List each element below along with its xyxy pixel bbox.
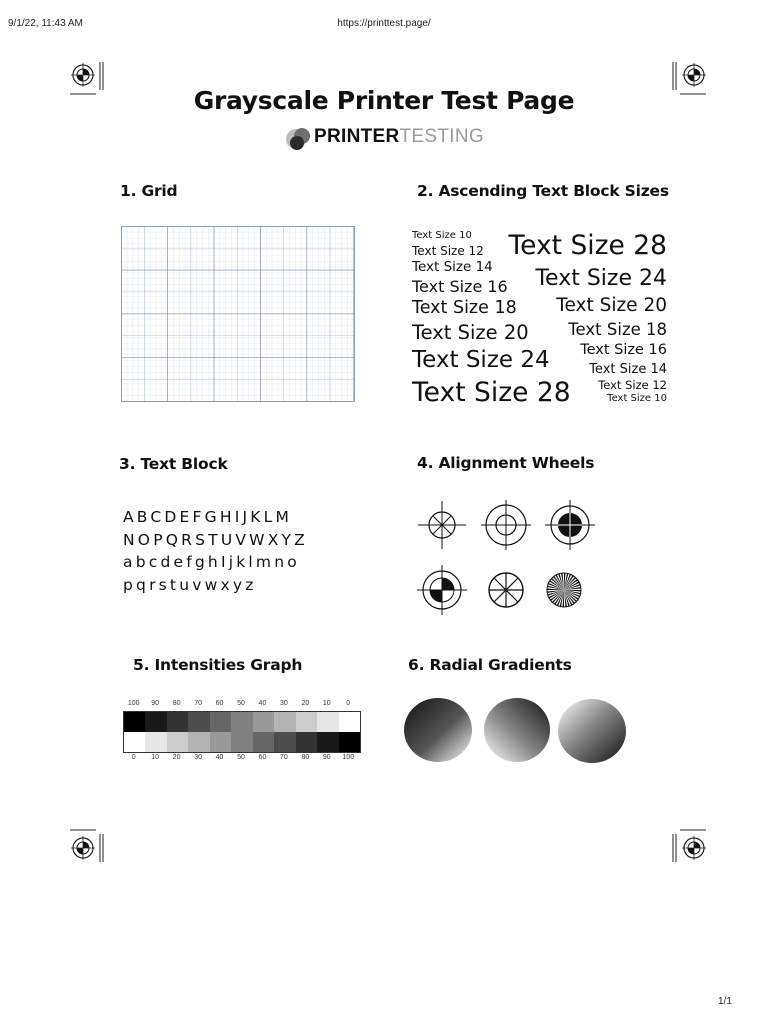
intensity-swatch-bottom [274,732,295,752]
radial-gradients [402,694,634,770]
ascending-left-14: Text Size 14 [412,259,493,275]
radial-gradient-1 [404,698,472,762]
intensity-swatch-bottom [167,732,188,752]
intensity-swatch-top [274,712,295,732]
alphabet-text-block [123,506,308,596]
intensities-graph [121,700,361,766]
ascending-right-10: Text Size 10 [607,393,667,404]
intensity-tick-bottom: 100 [342,754,355,761]
intensity-tick-top: 100 [127,700,140,707]
ascending-left-20: Text Size 20 [412,321,529,344]
alignment-wheels [410,498,600,618]
alignment-wheel-6 [547,573,581,607]
intensity-swatch-bottom [253,732,274,752]
text-line-lowercase-2: pqrstuvwxyz [123,575,257,594]
registration-mark-bottom-right [670,828,710,864]
intensity-tick-bottom: 80 [301,754,310,761]
intensity-tick-top: 0 [346,700,351,707]
radial-gradient-3 [558,699,626,763]
ascending-right-28: Text Size 28 [508,230,667,261]
intensity-swatch-top [167,712,188,732]
text-line-lowercase-1: abcdefghIjklmno [123,553,300,571]
intensity-swatch-bottom [231,732,252,752]
logo-icon [284,124,316,152]
intensity-tick-bottom: 40 [215,754,224,761]
intensity-swatch-top [317,712,338,732]
page-number: 1/1 [718,996,732,1007]
printertesting-logo [284,122,514,154]
logo-wordmark: PRINTERTESTING [314,126,484,147]
intensity-swatch-top [296,712,317,732]
intensity-tick-bottom: 20 [172,754,181,761]
section-textblock-heading: 3. Text Block [119,455,228,473]
intensity-tick-bottom: 0 [131,754,136,761]
ascending-left-28: Text Size 28 [412,377,571,408]
section-ascending-heading: 2. Ascending Text Block Sizes [417,182,669,200]
intensity-swatch-bottom [296,732,317,752]
section-grid-heading: 1. Grid [120,182,178,200]
intensity-tick-top: 90 [151,700,160,707]
alignment-wheel-5 [489,573,523,607]
intensity-swatch-top [231,712,252,732]
print-url: https://printtest.page/ [337,18,431,29]
alignment-wheel-3 [545,500,595,550]
intensity-tick-bottom: 10 [151,754,160,761]
intensity-swatch-bottom [145,732,166,752]
text-line-uppercase-1: ABCDEFGHIJKLM [123,508,293,526]
ascending-right-12: Text Size 12 [598,378,667,392]
radial-gradient-2 [484,698,550,762]
section-wheels-heading: 4. Alignment Wheels [417,454,595,472]
intensity-swatch-top [145,712,166,732]
intensity-tick-bottom: 60 [258,754,267,761]
ascending-text-block [412,230,667,410]
page-title: Grayscale Printer Test Page [193,86,575,115]
ascending-right-16: Text Size 16 [580,342,667,358]
print-datetime: 9/1/22, 11:43 AM [8,18,83,29]
intensity-tick-bottom: 30 [194,754,202,761]
ascending-left-10: Text Size 10 [412,230,472,241]
intensity-swatch-top [124,712,145,732]
intensity-tick-bottom: 70 [280,754,288,761]
intensity-swatch-top [253,712,274,732]
intensity-swatch-top [339,712,360,732]
registration-mark-bottom-left [66,828,106,864]
intensity-tick-top: 30 [280,700,288,707]
intensity-swatch-bottom [188,732,209,752]
section-radial-heading: 6. Radial Gradients [408,656,572,674]
ascending-left-16: Text Size 16 [412,277,508,296]
intensity-swatch-bottom [210,732,231,752]
intensity-tick-top: 20 [301,700,310,707]
alignment-wheel-2 [481,500,531,550]
section-intensities-heading: 5. Intensities Graph [133,656,303,674]
alignment-wheel-1 [418,501,466,549]
intensity-swatch-top [210,712,231,732]
intensity-swatch-bottom [339,732,360,752]
intensity-tick-bottom: 50 [237,754,245,761]
intensity-swatch-bottom [124,732,145,752]
alignment-wheel-4 [417,565,467,615]
intensity-tick-top: 70 [194,700,202,707]
intensity-swatch-top [188,712,209,732]
intensity-swatch-bottom [317,732,338,752]
intensity-tick-top: 50 [237,700,245,707]
intensity-tick-top: 60 [215,700,224,707]
intensity-tick-top: 10 [322,700,331,707]
ascending-left-24: Text Size 24 [412,347,550,373]
ascending-right-18: Text Size 18 [568,320,667,339]
grid-pattern [121,226,357,404]
ascending-right-24: Text Size 24 [535,266,667,291]
intensity-tick-top: 40 [258,700,267,707]
ascending-right-20: Text Size 20 [556,295,667,316]
text-line-uppercase-2: NOPQRSTUVWXYZ [123,530,308,549]
ascending-right-14: Text Size 14 [589,362,667,377]
ascending-left-18: Text Size 18 [412,298,517,318]
intensity-tick-bottom: 90 [322,754,331,761]
ascending-left-12: Text Size 12 [412,244,484,258]
intensity-tick-top: 80 [172,700,181,707]
